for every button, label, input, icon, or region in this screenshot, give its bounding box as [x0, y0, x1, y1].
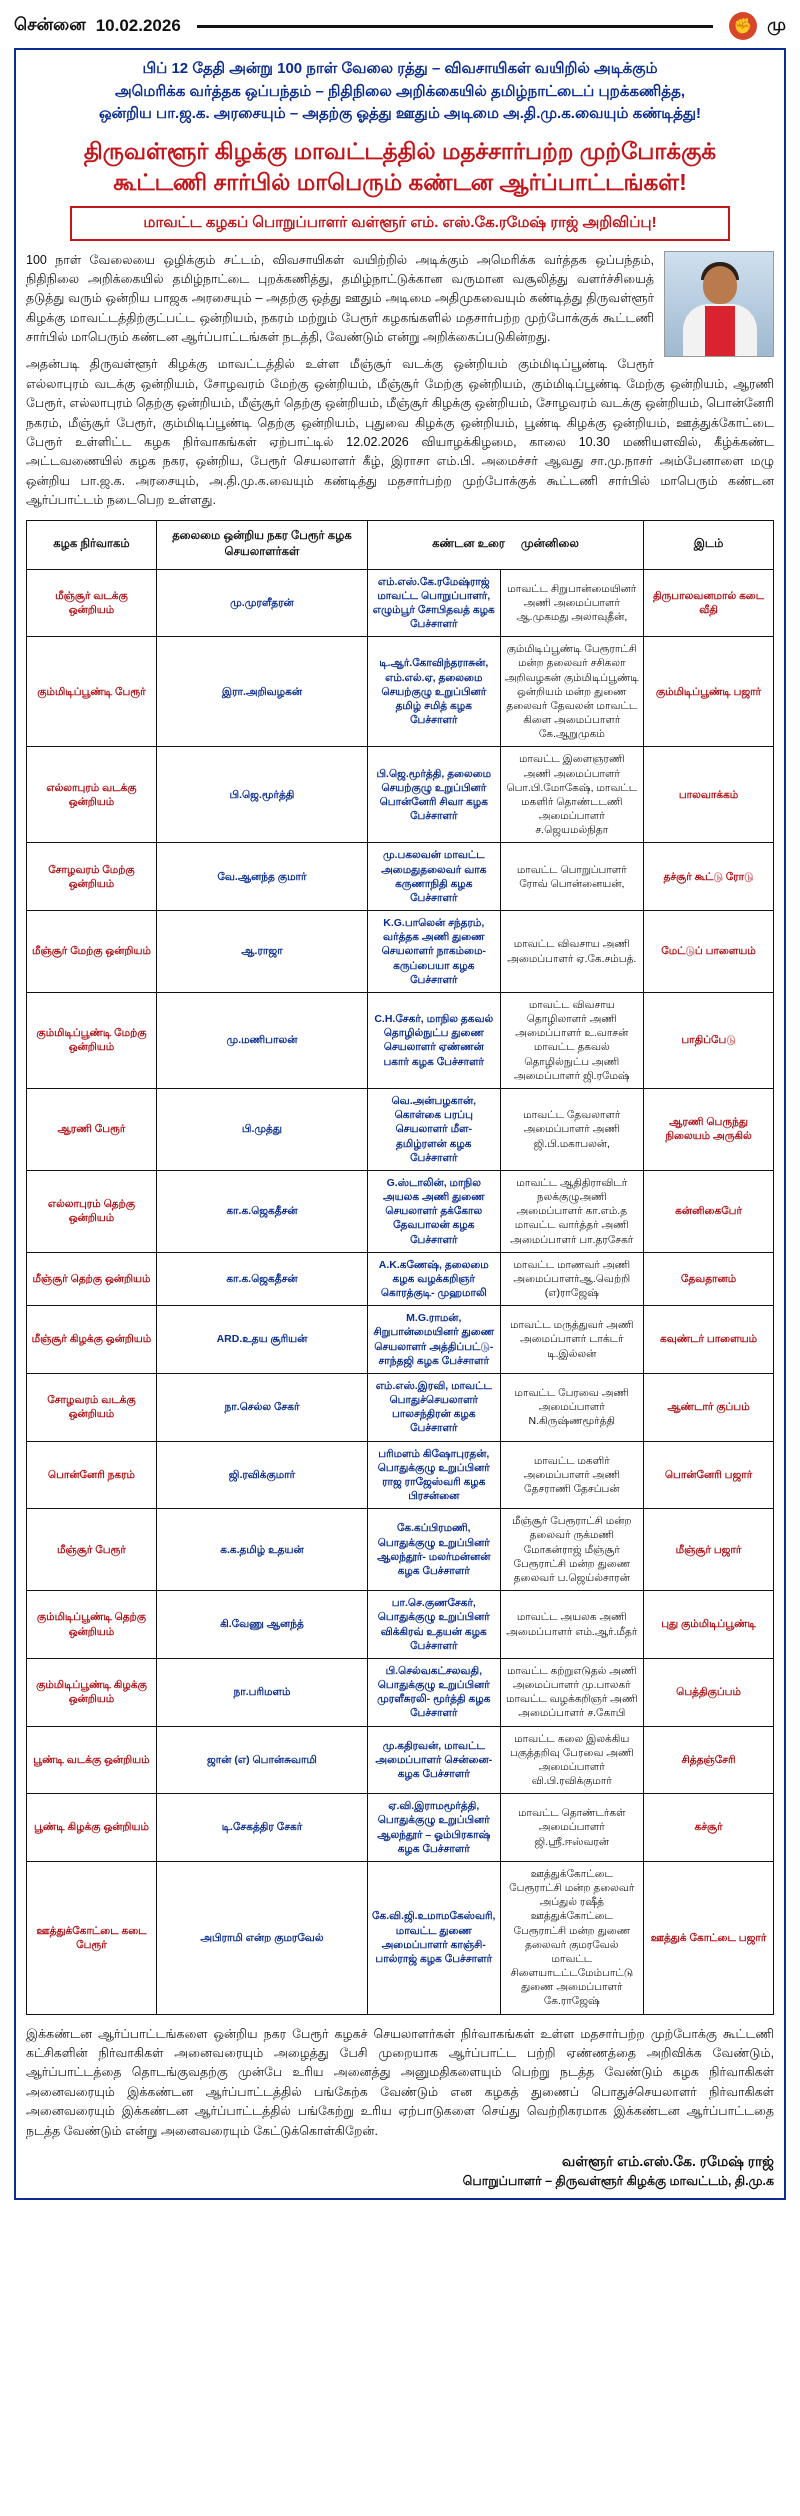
cell-organization: ஆரணி பேரூர்: [27, 1089, 157, 1171]
cell-presiding: கும்மிடிப்பூண்டி பேரூராட்சி மன்ற தலைவர் சசிகலா அறிவழகன் கும்மிடிப்பூண்டி ஒன்றியம் மன்ற துணை தலைவர் தேவலன் மாவட்ட கிளை அமைப்பாளர் கே.ஆறுமுகம்: [504, 643, 639, 741]
cell-speaker: ஏ.வி.இராமமூர்த்தி, பொதுக்குழு உறுப்பினர் ஆலந்தூர் – ஓம்பிரகாஷ் கழக பேச்சாளர்: [368, 1794, 500, 1861]
col-header-speaker-presiding: [368, 521, 644, 569]
notice-line-2: அமெரிக்க வர்த்தக ஒப்பந்தம் – நிதிநிலை அறிக்கையில் தமிழ்நாட்டைப் புறக்கணித்த,: [114, 82, 686, 100]
header-rule: [197, 25, 713, 28]
page-header: [14, 10, 786, 46]
cell-presiding: மாவட்ட ஆதிதிராவிடர் நலக்குழுஅணி அமைப்பாளர் கா.எம்.த மாவட்ட வார்த்தர் அணி அமைப்பாளர் பா.தரசேகர்: [510, 1176, 634, 1246]
cell-speaker: கே.வி.ஜி.உமாமகேஸ்வரி, மாவட்ட துணை அமைப்பாளர் காஞ்சி- பால்ராஜ் கழக பேச்சாளர்: [368, 1862, 500, 2014]
table-row: [27, 747, 774, 843]
cell-organization: சோழவரம் மேற்கு ஒன்றியம்: [27, 843, 157, 911]
protest-schedule-table: [26, 520, 774, 2014]
signature-title: பொறுப்பாளர் – திருவள்ளூர் கிழக்கு மாவட்டம், தி.மு.க: [462, 2173, 774, 2188]
cell-speaker-presiding: [368, 1591, 644, 1659]
cell-place: ஆண்டார் குப்பம்: [644, 1373, 774, 1441]
cell-organization: பூண்டி வடக்கு ஒன்றியம்: [27, 1726, 157, 1794]
cell-secretary: அபிராமி என்ற குமரவேல்: [156, 1861, 367, 2014]
cell-speaker-presiding: [368, 569, 644, 637]
table-row: [27, 1509, 774, 1591]
cell-speaker: K.G.பாலென் சந்தரம், வர்த்தக அணி துணை செயலாளர் நாகம்மை- கருப்பையா கழக பேச்சாளர்: [368, 911, 500, 992]
table-row: [27, 569, 774, 637]
cell-organization: மீஞ்சூர் கிழக்கு ஒன்றியம்: [27, 1306, 157, 1374]
cell-speaker: டி.ஆர்.கோவிந்தராசுன், எம்.எல்.ஏ, தலைமை செயற்குழு உறுப்பினர் தமிழ் சமித் கழக பேச்சாளர்: [368, 637, 500, 746]
intro-paragraph-1: 100 நாள் வேலையை ஒழிக்கும் சட்டம், விவசாயிகள் வயிற்றில் அடிக்கும் அமெரிக்க வர்த்தக ஒப்பந்தம், நிதிநிலை அறிக்கையில் தமிழ்நாட்டை புறக்கணித்து, தமிழ்நாட்டுக்கான வருமான வசூலித்து வளர்ச்சியைத் தடுத்து வரும் ஒன்றிய பாஜக அரசையும் – அதற்கு ஒத்து ஊதும் அடிமை அதிமுகவையும் கண்டித்து திருவள்ளூர் கிழக்கு மாவட்டத்திற்குட்பட்ட ஒன்றியம், நகரம் மற்றும் பேரூர் கழகங்களில் மதசார்பற்ற முற்போக்குக் கூட்டணி சார்பில் மாபெரும் கண்டன ஆர்ப்பாட்டங்கள் நடத்தி, வேண்டும் என்று அறிக்கைப்படுகின்றது.: [26, 252, 654, 345]
cell-place: கும்மிடிப்பூண்டி பஜார்: [644, 637, 774, 747]
header-brand: மு: [767, 15, 786, 34]
table-row: [27, 1441, 774, 1509]
cell-place: தச்சூர் கூட்டு ரோடு: [644, 843, 774, 911]
cell-secretary: டி.சேகத்திர சேகர்: [156, 1794, 367, 1862]
cell-organization: மீஞ்சூர் மேற்கு ஒன்றியம்: [27, 911, 157, 993]
cell-speaker: எம்.எஸ்.இரவி, மாவட்ட பொதுச்செயலாளர் பாலசந்திரன் கழக பேச்சாளர்: [368, 1374, 500, 1441]
cell-organization: சோழவரம் வடக்கு ஒன்றியம்: [27, 1373, 157, 1441]
table-row: [27, 1861, 774, 2014]
cell-organization: எல்லாபுரம் வடக்கு ஒன்றியம்: [27, 747, 157, 843]
table-row: [27, 1170, 774, 1252]
cell-place: கன்னிகைபேர்: [644, 1170, 774, 1252]
cell-presiding: மாவட்ட இளைஞரணி அணி அமைப்பாளர் பொ.பி.மோகேஷ், மாவட்ட மகளிர் தொண்டடணி அமைப்பாளர் ச.ஜெயமல்நிதா: [506, 753, 638, 837]
table-row: [27, 1306, 774, 1374]
cell-presiding: மாவட்ட மகளிர் அமைப்பாளர் அணி தேசராணி தேசப்பன்: [523, 1454, 620, 1496]
intro-text: [26, 251, 774, 511]
cell-presiding: மாவட்ட கற்றுஎடுதல் அணி அமைப்பாளர் மு.பாலகர் மாவட்ட வழக்கறிஞர் அணி அமைப்பாளர் ச.கோபி: [506, 1664, 638, 1720]
cell-speaker-presiding: [368, 1089, 644, 1171]
cell-speaker-presiding: [368, 747, 644, 843]
cell-place: தேவதானம்: [644, 1252, 774, 1306]
cell-speaker: பா.செ.குணசேகர், பொதுக்குழு உறுப்பினர் விக்கிரவ் உதயன் கழக பேச்சாளர்: [368, 1591, 500, 1658]
cell-speaker: பி.செல்வகட்சலவதி, பொதுக்குழு உறுப்பினர் முரளீசுரலி- மூர்த்தி கழக பேச்சாளர்: [368, 1659, 500, 1726]
cell-place: பாலவாக்கம்: [644, 747, 774, 843]
cell-organization: பூண்டி கிழக்கு ஒன்றியம்: [27, 1794, 157, 1862]
cell-speaker-presiding: [368, 1861, 644, 2014]
table-row: [27, 1252, 774, 1306]
header-date: 10.02.2026: [95, 16, 181, 35]
cell-speaker-presiding: [368, 637, 644, 747]
table-row: [27, 637, 774, 747]
col-header-org: கழக நிர்வாகம்: [27, 521, 157, 569]
notice-line-1: பிப் 12 தேதி அன்று 100 நாள் வேலை ரத்து – விவசாயிகள் வயிறில் அடிக்கும்: [142, 60, 658, 77]
cell-organization: கும்மிடிப்பூண்டி மேற்கு ஒன்றியம்: [27, 992, 157, 1088]
cell-place: திருபாலவனமால் கடை வீதி: [644, 569, 774, 637]
cell-presiding: மாவட்ட சிறுபான்மையினர் அணி அமைப்பாளர் ஆ.முகமது அலாவுதீன்,: [507, 582, 637, 623]
cell-organization: எல்லாபுரம் தெற்கு ஒன்றியம்: [27, 1170, 157, 1252]
table-row: [27, 1658, 774, 1726]
cell-speaker-presiding: [368, 1509, 644, 1591]
cell-presiding: மாவட்ட கலை இலக்கிய பகுத்தறிவு பேரவை அணி அமைப்பாளர் வி.பி.ரவிக்குமார்: [509, 1732, 634, 1788]
cell-speaker-presiding: [368, 1170, 644, 1252]
cell-speaker-presiding: [368, 1373, 644, 1441]
headline-line-1: திருவள்ளூர் கிழக்கு மாவட்டத்தில் மதச்சார்பற்ற முற்போக்குக்: [83, 137, 717, 164]
cell-secretary: கா.க.ஜெகதீசன்: [156, 1170, 367, 1252]
cell-speaker: பரிமளம் கிஷோபுரதன், பொதுக்குழு உறுப்பினர் ராஜ ராஜேஸ்வரி கழக பிரசன்னை: [368, 1442, 500, 1509]
cell-speaker: G.ஸ்டாலின், மாநில அயலக அணி துணை செயலாளர் தக்கோல தேவபாலன் கழக பேச்சாளர்: [368, 1171, 500, 1252]
portrait-head: [703, 266, 737, 304]
cell-place: கவுண்டர் பாளையம்: [644, 1306, 774, 1374]
cell-secretary: நா.பரிமளம்: [156, 1658, 367, 1726]
cell-presiding: மாவட்ட விவசாய தொழிலாளர் அணி அமைப்பாளர் உ.வாசன் மாவட்ட தகவல் தொழில்நுட்ப அணி அமைப்பாளர் ஜி.ரமேஷ்: [513, 998, 630, 1082]
cell-place: ஊத்துக் கோட்டை பஜார்: [644, 1861, 774, 2014]
cell-place: கச்சூர்: [644, 1794, 774, 1862]
cell-place: சித்தஞ்சேரி: [644, 1726, 774, 1794]
table-row: [27, 1794, 774, 1862]
signature-block: [26, 2153, 774, 2190]
cell-secretary: நா.செல்ல சேகர்: [156, 1373, 367, 1441]
cell-organization: கும்மிடிப்பூண்டி தெற்கு ஒன்றியம்: [27, 1591, 157, 1659]
cell-speaker-presiding: [368, 1726, 644, 1794]
cell-presiding: மாவட்ட தேவலாளர் அமைப்பாளர் அணி ஜி.பி.மகாபலன்,: [523, 1109, 621, 1150]
cell-organization: மீஞ்சூர் பேரூர்: [27, 1509, 157, 1591]
cell-speaker-presiding: [368, 1306, 644, 1374]
cell-speaker-presiding: [368, 1441, 644, 1509]
cell-organization: ஊத்துக்கோட்டை கடை பேரூர்: [27, 1861, 157, 2014]
cell-speaker-presiding: [368, 992, 644, 1088]
cell-secretary: கி.வேணு ஆனந்த்: [156, 1591, 367, 1659]
cell-speaker: A.K.கணேஷ், தலைமை கழக வழக்கறிஞர் கொரத்குடி- முஹமாலி: [368, 1253, 500, 1306]
cell-place: மீஞ்சூர் பஜார்: [644, 1509, 774, 1591]
table-header-row: [27, 521, 774, 569]
cell-speaker: மு.பகலவன் மாவட்ட அமைதுதலைவர் வாக கருணாநிதி கழக பேச்சாளர்: [368, 843, 500, 910]
cell-organization: பொன்னேரி நகரம்: [27, 1441, 157, 1509]
notice-line-3: ஒன்றிய பா.ஜ.க. அரசையும் – அதற்கு ஓத்து ஊதும் அடிமை அ.தி.மு.க.வையும் கண்டித்து!: [98, 105, 702, 122]
cell-speaker: M.G.ராமன், சிறுபான்மையினர் துணை செயலாளர் அத்திப்பட்டு- சாந்தஜி கழக பேச்சாளர்: [368, 1306, 500, 1373]
cell-speaker: எம்.எஸ்.கே.ரமேஷ்ராஜ் மாவட்ட பொறுப்பாளர், எழும்பூர் சோபிதவத் கழக பேச்சாளர்: [368, 570, 500, 637]
col-header-place: இடம்: [644, 521, 774, 569]
cell-place: பாதிப்பேடு: [644, 992, 774, 1088]
cell-presiding: மாவட்ட மருத்துவர் அணி அமைப்பாளர் டாக்டர் டி.இல்லன்: [510, 1319, 634, 1360]
table-row: [27, 992, 774, 1088]
cell-secretary: வே.ஆனந்த குமார்: [156, 843, 367, 911]
signature-name: வள்ளூர் எம்.எஸ்.கே. ரமேஷ் ராஜ்: [561, 2152, 774, 2169]
cell-organization: மீஞ்சூர் தெற்கு ஒன்றியம்: [27, 1252, 157, 1306]
party-logo-icon: ✊: [729, 12, 757, 40]
cell-presiding: ஊத்துக்கோட்டை பேரூராட்சி மன்ற தலைவர் அப்துல் ரஷீத் ஊத்துக்கோட்டை பேரூராட்சி மன்ற துணை தலைவர் குமரவேல் மாவட்ட சிளையாடட்டமேம்பாட்டு துணை அமைப்பாளர் கே.ராஜேஷ்: [509, 1867, 635, 2008]
table-row: [27, 1591, 774, 1659]
table-row: [27, 911, 774, 993]
cell-secretary: ஜான் (எ) பொன்சுவாமி: [156, 1726, 367, 1794]
cell-speaker-presiding: [368, 1658, 644, 1726]
cell-secretary: பி.முத்து: [156, 1089, 367, 1171]
cell-secretary: ARD.உதய சூரியன்: [156, 1306, 367, 1374]
cell-secretary: ஜி.ரவிக்குமார்: [156, 1441, 367, 1509]
cell-presiding: மாவட்ட தொண்டர்கள் அமைப்பாளர் ஜி.ஸ்ரீ.ஈஸ்வரன்: [518, 1807, 626, 1848]
cell-organization: கும்மிடிப்பூண்டி கிழக்கு ஒன்றியம்: [27, 1658, 157, 1726]
cell-place: ஆரணி பெருந்து நிலையம் அருகில்: [644, 1089, 774, 1171]
cell-speaker-presiding: [368, 911, 644, 993]
cell-place: புது கும்மிடிப்பூண்டி: [644, 1591, 774, 1659]
cell-secretary: பி.ஜெ.மூர்த்தி: [156, 747, 367, 843]
cell-place: மேட்டுப் பாளையம்: [644, 911, 774, 993]
leader-portrait: [664, 251, 774, 357]
footer-note: இக்கண்டன ஆர்ப்பாட்டங்களை ஒன்றிய நகர பேரூர் கழகச் செயலாளர்கள் நிர்வாகங்கள் உள்ள மதசார்பற்ற முற்போக்கு கூட்டணி கட்சிகளின் நிர்வாகிகள் அனைவரையும் அழைத்து பேசி முறையாக ஆர்ப்பாட்ட பற்றி ஏண்ணத்தை அறிவிக்க வேண்டும், ஆர்ப்பாட்டத்தை தொடங்குவதற்கு முன்பே உரிய அனைத்து அனுமதிகளையும் பெற்று நடத்த வேண்டும் கழக நிர்வாகிகள் அனைவரையும் இக்கண்டன ஆர்ப்பாட்டத்தில் பங்கேற்க வேண்டும் என கழகத் துணைப் பொதுச்செயலாளர் நிர்வாகிகள் அனைவரையும் இக்கண்டன ஆர்ப்பாட்டத்தில் பங்கேற்று உரிய ஏற்பாடுகளை செய்து வெற்றிகரமாக இக்கண்டன ஆர்ப்பாட்டதை நடத்த வேண்டும் என்று அனைவரையும் கேட்டுக்கொள்கிறேன்.: [26, 2026, 774, 2138]
intro-paragraph-2: அதன்படி திருவள்ளூர் கிழக்கு மாவட்டத்தில் உள்ள மீஞ்சூர் வடக்கு ஒன்றியம் கும்மிடிப்பூண்டி பேரூர் எல்லாபுரம் வடக்கு ஒன்றியம், சோழவரம் மேற்கு ஒன்றியம், மீஞ்சூர் மேற்கு ஒன்றியம், கும்மிடிப்பூண்டி மேற்கு ஒன்றியம், ஆரணி பேரூர், எல்லாபுரம் தெற்கு ஒன்றியம், மீஞ்சூர் தெற்கு ஒன்றியம், மீஞ்சூர் கிழக்கு ஒன்றியம், சோழவரம் வடக்கு ஒன்றியம், பொன்னேரி நகரம், மீஞ்சூர் பேரூர், கும்மிடிப்பூண்டி தெற்கு ஒன்றியம், புதுவை கிழக்கு ஒன்றியம், பூண்டி கிழக்கு ஒன்றியம், ஊத்துக்கோட்டை பேரூர் உள்ளிட்ட கழக நிர்வாகங்கள் ஏற்பாட்டில் 12.02.2026 வியாழக்கிழமை, காலை 10.30 மணியளவில், கீழ்க்கண்ட அட்டவணையில் கழக நகர, ஒன்றிய, பேரூர் செயலாளர் கீழ், இராசா எம்.பி. அமைச்சர் ஆவது சா.மு.நாசர் அம்பேனாளை மழு ஒன்றிய பா.ஜ.க. அரசையும், அ.தி.மு.க.வையும் கண்டித்து மதசார்பற்ற முற்போக்குக் கூட்டணி சார்பில் மாபெரும் கண்டன ஆர்ப்பாட்டம் நடைபெற உள்ளது.: [26, 357, 774, 508]
cell-secretary: மு.மணிபாலன்: [156, 992, 367, 1088]
cell-speaker: பி.ஜெ.மூர்த்தி, தலைமை செயற்குழு உறுப்பினர் பொன்னேரி சிவா கழக பேச்சாளர்: [368, 747, 500, 842]
cell-presiding: மாவட்ட அயலக அணி அமைப்பாளர் எம்.ஆர்.மீதர்: [506, 1611, 638, 1638]
table-row: [27, 843, 774, 911]
table-row: [27, 1373, 774, 1441]
cell-secretary: ஆ.ராஜா: [156, 911, 367, 993]
announcer-banner: மாவட்ட கழகப் பொறுப்பாளர் வள்ளூர் எம். எஸ்.கே.ரமேஷ் ராஜ் அறிவிப்பு!: [70, 206, 730, 241]
cell-presiding: மீஞ்சூர் பேரூராட்சி மன்ற தலைவர் ருக்மணி மோகன்ராஜ் மீஞ்சூர் பேரூராட்சி மன்ற துணை தலைவர் ப.ஜெய்ல்சாரன்: [512, 1515, 632, 1584]
cell-speaker-presiding: [368, 1252, 644, 1306]
cell-speaker: கே.கப்பிரமணி, பொதுக்குழு உறுப்பினர் ஆலந்தூர்- மலர்மன்னன் கழக பேச்சாளர்: [368, 1509, 500, 1590]
col-header-speaker: கண்டன உரை: [432, 538, 505, 551]
headline-line-2: கூட்டணி சார்பில் மாபெரும் கண்டன ஆர்ப்பாட்டங்கள்!: [113, 168, 687, 195]
cell-secretary: கா.க.ஜெகதீசன்: [156, 1252, 367, 1306]
cell-organization: கும்மிடிப்பூண்டி பேரூர்: [27, 637, 157, 747]
cell-secretary: க.க.தமிழ் உதயன்: [156, 1509, 367, 1591]
cell-place: பொன்னேரி பஜார்: [644, 1441, 774, 1509]
cell-speaker: C.H.சேகர், மாநில தகவல் தொழில்நுட்ப துணை செயலாளர் ஏண்ணன் பகார் கழக பேச்சாளர்: [368, 993, 500, 1088]
col-header-presiding: முன்னிலை: [520, 538, 579, 551]
cell-presiding: மாவட்ட பேரவை அணி அமைப்பாளர் N.கிருஷ்ணமூர்த்தி: [514, 1387, 630, 1428]
cell-presiding: மாவட்ட பொறுப்பாளர் ரோவ் பொன்னையன்,: [516, 863, 627, 890]
headline: [30, 136, 770, 198]
cell-secretary: இரா.அறிவழகன்: [156, 637, 367, 747]
table-row: [27, 1726, 774, 1794]
table-body: [27, 569, 774, 2014]
cell-speaker: மு.கதிரவன், மாவட்ட அமைப்பாளர் சென்னை- கழக பேச்சாளர்: [368, 1727, 500, 1794]
cell-organization: மீஞ்சூர் வடக்கு ஒன்றியம்: [27, 569, 157, 637]
cell-presiding: மாவட்ட மாணவர் அணி அமைப்பாளர்ஆ.வெற்றி (எ)ராஜேஷ்: [513, 1258, 631, 1300]
cell-speaker-presiding: [368, 1794, 644, 1862]
col-header-secretary: தலைமை ஒன்றிய நகர பேரூர் கழக செயலாளர்கள்: [156, 521, 367, 569]
cell-presiding: மாவட்ட விவசாய அணி அமைப்பாளர் ஏ.கே.சம்பத்.: [507, 938, 637, 965]
table-row: [27, 1089, 774, 1171]
cell-speaker-presiding: [368, 843, 644, 911]
header-city: சென்னை: [14, 15, 86, 34]
portrait-shawl: [705, 306, 735, 356]
cell-secretary: மு.முரளீதரன்: [156, 569, 367, 637]
cell-place: பெத்திகுப்பம்: [644, 1658, 774, 1726]
cell-speaker: வெ.அன்பழகான், கொள்கை பரப்பு செயலாளர் மீள- தமிழ்ரளன் கழக பேச்சாளர்: [368, 1089, 500, 1170]
notice-box: [14, 48, 786, 2200]
